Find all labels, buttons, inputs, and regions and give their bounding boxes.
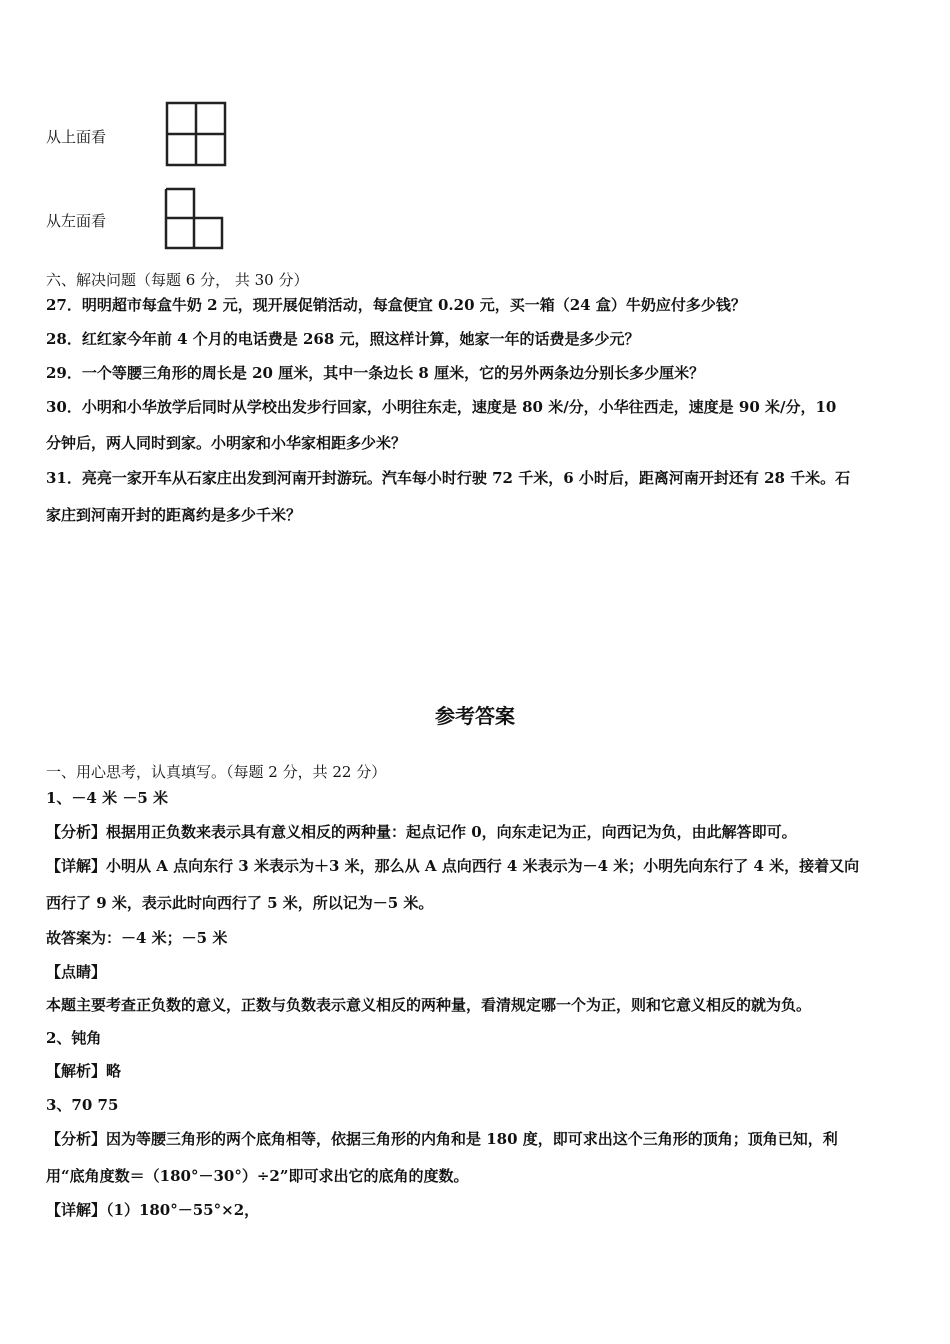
answer-3: 3、70 75 (46, 1096, 119, 1114)
left-view-grid (163, 186, 225, 252)
question-28: 28．红红家今年前 4 个月的电话费是 268 元，照这样计算，她家一年的话费是多少元？ (46, 330, 640, 348)
answer-1-tip: 本题主要考查正负数的意义，正数与负数表示意义相反的两种量，看清规定哪一个为正，则和它意义相反的就为负。 (46, 996, 812, 1014)
answer-3-detail: 【详解】（1）180°－55°×2， (46, 1201, 260, 1219)
answer-1-tip-label: 【点睛】 (46, 963, 107, 981)
answer-1: 1、－4 米 －5 米 (46, 789, 168, 807)
answer-2-analysis: 【解析】略 (46, 1062, 122, 1080)
answers-section1-header: 一、用心思考，认真填写。（每题 2 分，共 22 分） (46, 763, 387, 781)
question-29: 29．一个等腰三角形的周长是 20 厘米，其中一条边长 8 厘米，它的另外两条边分别长多少厘米？ (46, 364, 705, 382)
question-31-line2: 家庄到河南开封的距离约是多少千米？ (46, 506, 302, 524)
question-30-line2: 分钟后，两人同时到家。小明家和小华家相距多少米？ (46, 434, 407, 452)
question-31-line1: 31．亮亮一家开车从石家庄出发到河南开封游玩。汽车每小时行驶 72 千米，6 小时后，距离河南开封还有 28 千米。石 (46, 469, 851, 487)
question-30-line1: 30．小明和小华放学后同时从学校出发步行回家，小明往东走，速度是 80 米/分，小华往西走，速度是 90 米/分，10 (46, 398, 837, 416)
answer-2: 2、钝角 (46, 1029, 102, 1047)
left-view-label: 从左面看 (46, 212, 107, 230)
answer-3-analysis-line2: 用“底角度数＝（180°－30°）÷2”即可求出它的底角的度数。 (46, 1167, 469, 1185)
section6-header: 六、解决问题（每题 6 分， 共 30 分） (46, 271, 309, 289)
answer-1-result: 故答案为：－4 米；－5 米 (46, 929, 228, 947)
answer-1-detail-line1: 【详解】小明从 A 点向东行 3 米表示为＋3 米，那么从 A 点向西行 4 米表示为－4 米；小明先向东行了 4 米，接着又向 (46, 857, 860, 875)
answers-title: 参考答案 (435, 704, 515, 728)
top-view-grid (164, 100, 228, 168)
answer-1-analysis: 【分析】根据用正负数来表示具有意义相反的两种量：起点记作 0，向东走记为正，向西记为负，由此解答即可。 (46, 823, 797, 841)
top-view-label: 从上面看 (46, 128, 107, 146)
answer-1-detail-line2: 西行了 9 米，表示此时向西行了 5 米，所以记为－5 米。 (46, 894, 434, 912)
question-27: 27．明明超市每盒牛奶 2 元，现开展促销活动，每盒便宜 0.20 元，买一箱（24 盒）牛奶应付多少钱？ (46, 296, 746, 314)
answer-3-analysis-line1: 【分析】因为等腰三角形的两个底角相等，依据三角形的内角和是 180 度，即可求出这个三角形的顶角；顶角已知，利 (46, 1130, 838, 1148)
